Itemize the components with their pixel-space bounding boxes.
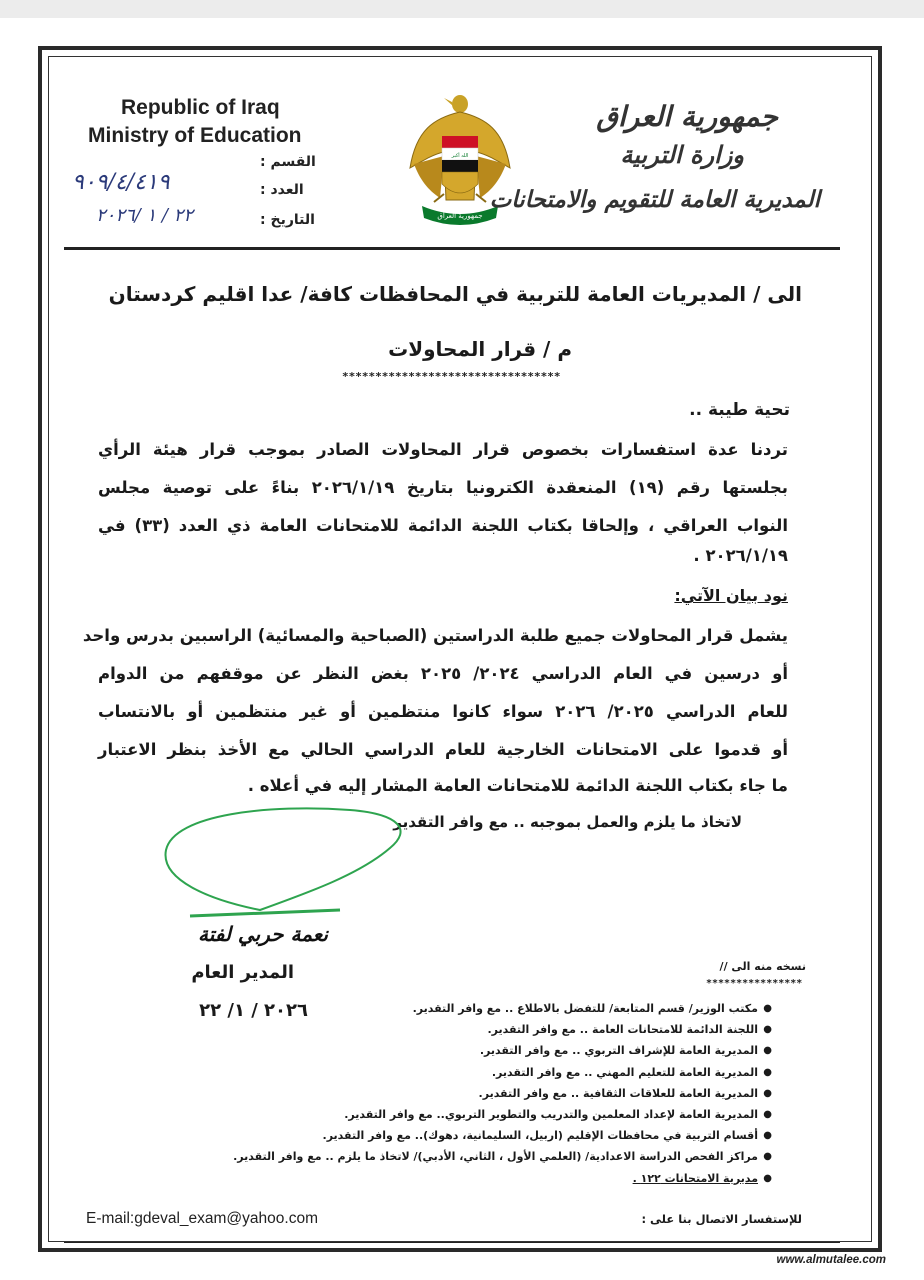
header-en-ministry: Ministry of Education (88, 124, 302, 147)
bullet-icon: ● (763, 1066, 772, 1078)
bullet-icon: ● (763, 1130, 772, 1142)
header-ar-directorate: المديرية العامة للتقويم والامتحانات (489, 186, 820, 213)
paragraph2-line: أو قدموا على الامتحانات الخارجية للعام الدراسي الحالي مع الأخذ بنظر الاعتبار (98, 740, 788, 759)
paragraph2-line: أو درسين في العام الدراسي ٢٠٢٤/ ٢٠٢٥ بغض النظر عن موقفهم من الدوام (98, 664, 788, 683)
header-ar-republic: جمهورية العراق (596, 100, 778, 133)
footer-email: E-mail:gdeval_exam@yahoo.com (86, 1210, 318, 1227)
header-ar-ministry: وزارة التربية (620, 140, 744, 169)
flag-inscription: الله أكبر (451, 153, 469, 159)
copies-list-item: ● المديرية العامة للتعليم المهني .. مع وافر التقدير. (172, 1062, 772, 1083)
subject: م / قرار المحاولات (388, 337, 572, 361)
signature-scribble (150, 800, 430, 930)
emblem-caption: جمهورية العراق (437, 212, 483, 220)
source-watermark: www.almutalee.com (776, 1254, 886, 1266)
bullet-icon: ● (763, 1172, 772, 1184)
paragraph2-line: للعام الدراسي ٢٠٢٥/ ٢٠٢٦ سواء كانوا منتظمين أو غير منتظمين أو بالانتساب (98, 702, 788, 721)
copies-list (172, 998, 772, 1189)
paragraph2-line: يشمل قرار المحاولات جميع طلبة الدراستين (الصباحية والمسائية) الراسبين بدرس واحد (82, 626, 788, 645)
footer-contact-label: للإستفسار الاتصال بنا على : (641, 1212, 802, 1226)
addressee: الى / المديريات العامة للتربية في المحافظات كافة/ عدا اقليم كردستان (108, 282, 802, 306)
bullet-icon: ● (763, 1108, 772, 1120)
label-section: القسم : (260, 154, 316, 170)
bullet-icon: ● (763, 1151, 772, 1163)
label-date: التاريخ : (260, 212, 315, 228)
bullet-icon: ● (763, 1024, 772, 1036)
copies-list-item: ● مكتب الوزير/ قسم المتابعة/ للتفضل بالاطلاع .. مع وافر التقدير. (172, 998, 772, 1019)
handwritten-date: ٢٢ / ١ /٢٠٢٦ (96, 205, 193, 226)
bullet-icon: ● (763, 1045, 772, 1057)
copies-list-item: ● المديرية العامة لإعداد المعلمين والتدريب والتطوير التربوي.. مع وافر التقدير. (172, 1104, 772, 1125)
paragraph1-line: تردنا عدة استفسارات بخصوص قرار المحاولات الصادر بموجب قرار هيئة الرأي (98, 440, 788, 459)
handwritten-number: ٩٠٩/٤/٤١٩ (72, 170, 170, 195)
copies-list-item: ● اللجنة الدائمة للامتحانات العامة .. مع وافر التقدير. (172, 1019, 772, 1040)
notice-heading: نود بيان الآتي: (674, 586, 788, 605)
bullet-icon: ● (763, 1003, 772, 1014)
header-en-republic: Republic of Iraq (121, 96, 280, 119)
bullet-icon: ● (763, 1087, 772, 1099)
header-divider (64, 247, 840, 250)
label-number: العدد : (260, 182, 304, 198)
copies-list-item: ● المديرية العامة للعلاقات الثقافية .. مع وافر التقدير. (172, 1083, 772, 1104)
greeting: تحية طيبة .. (689, 400, 790, 420)
subject-stars: ********************************* (342, 370, 561, 383)
copies-list-item: ● مراكز الفحص الدراسة الاعدادية/ (العلمي الأول ، الثاني، الأدبي)/ لاتخاذ ما يلزم .. مع وافر التقدير. (172, 1146, 772, 1167)
copies-heading: نسخه منه الى // (719, 960, 806, 973)
copies-list-item: ● مديرية الامتحانات ١٢٢ . (172, 1168, 772, 1189)
paragraph1-line: النواب العراقي ، وإلحاقا بكتاب اللجنة الدائمة للامتحانات العامة ذي العدد (٣٣) في (98, 516, 788, 535)
copies-list-item: ● أقسام التربية في محافظات الإقليم (اربيل، السليمانية، دهوك).. مع وافر التقدير. (172, 1125, 772, 1146)
copies-stars: **************** (706, 978, 803, 989)
paragraph2-line: ما جاء بكتاب اللجنة الدائمة للامتحانات العامة المشار إليه في أعلاه . (247, 776, 788, 795)
closing-line: لاتخاذ ما يلزم والعمل بموجبه .. مع وافر التقدير (393, 813, 742, 831)
signature-date: ٢٠٢٦ / ١/ ٢٢ (199, 1000, 308, 1021)
paragraph1-line: ٢٠٢٦/١/١٩ . (693, 546, 788, 565)
paragraph1-line: بجلستها رقم (١٩) المنعقدة الكترونيا بتاريخ ٢٠٢٦/١/١٩ بناءً على توصية مجلس (98, 478, 788, 497)
copies-list-item: ● المديرية العامة للإشراف التربوي .. مع وافر التقدير. (172, 1040, 772, 1061)
signatory-title: المدير العام (191, 962, 294, 983)
signatory-name: نعمة حربي لفتة (197, 922, 328, 946)
scan-top-edge (0, 0, 924, 18)
footer-divider (64, 1242, 840, 1243)
